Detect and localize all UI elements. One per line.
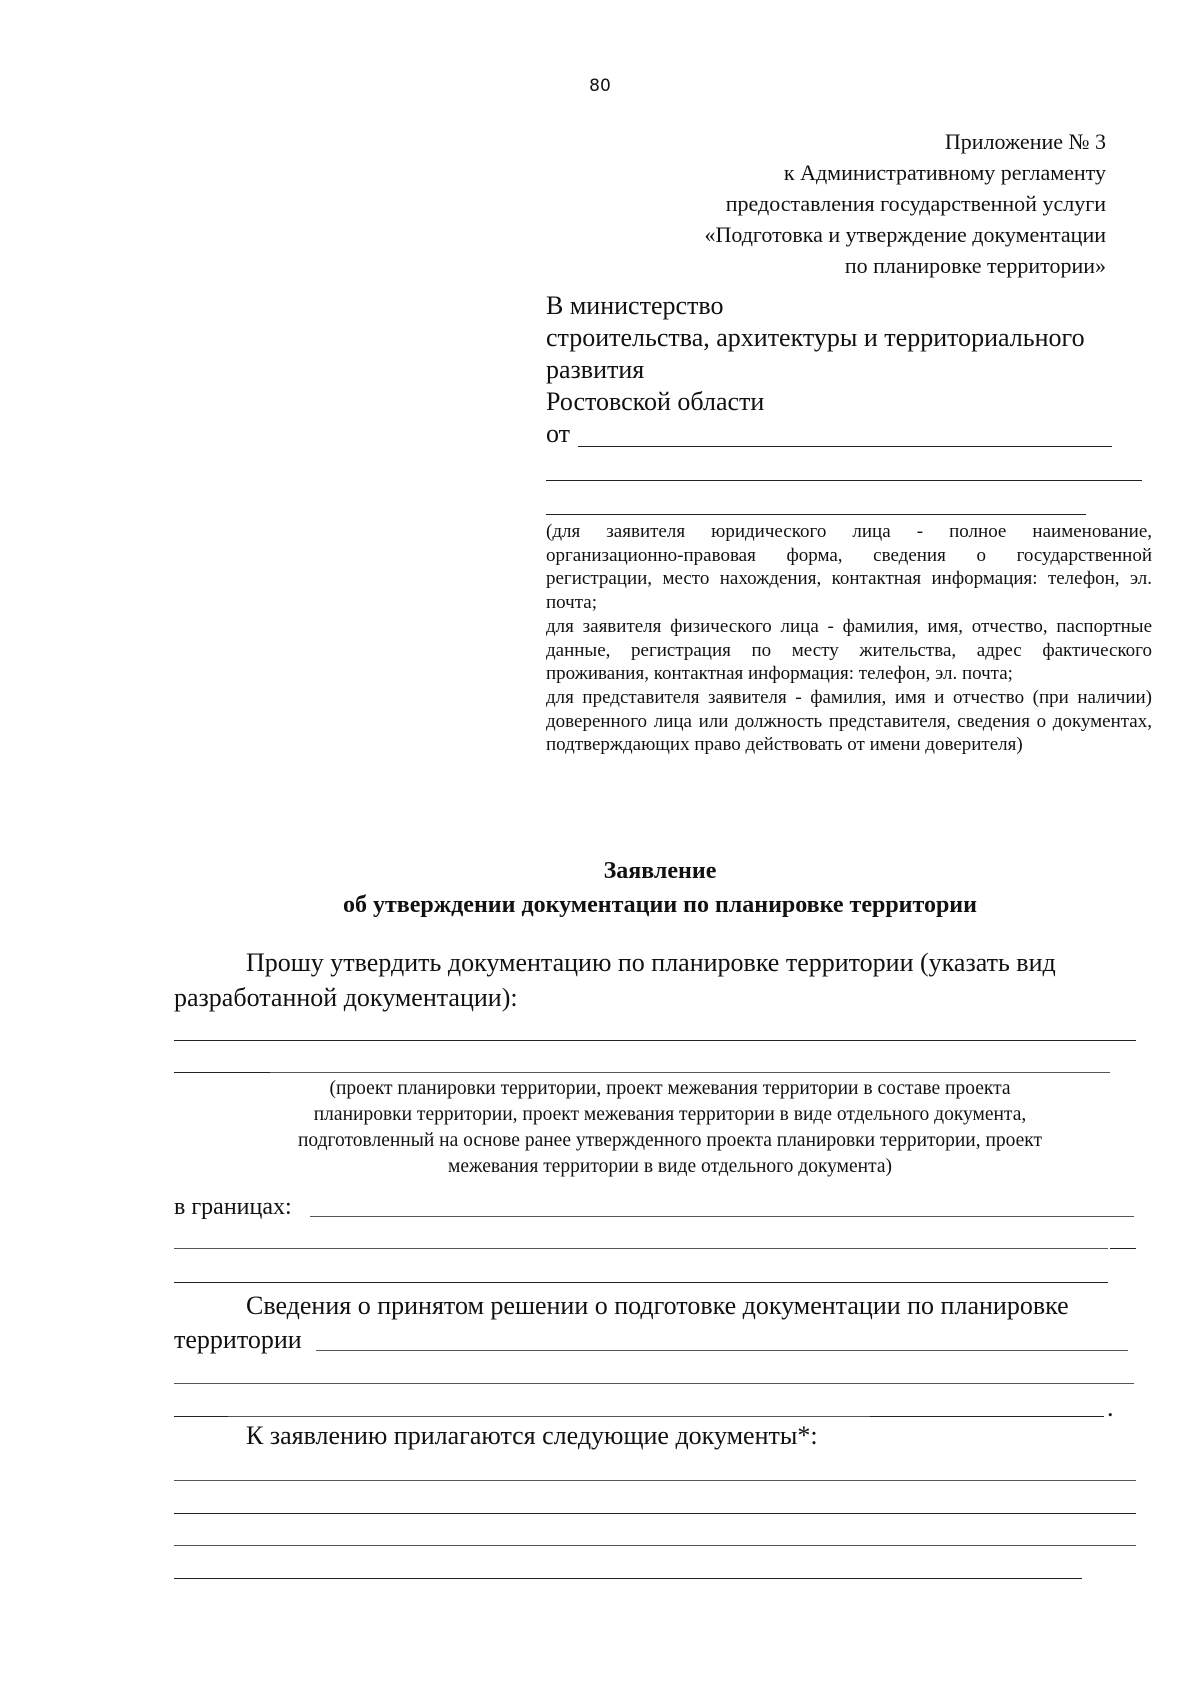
page-number: 80 xyxy=(589,76,611,96)
appendix-line-1: Приложение № 3 xyxy=(944,129,1106,154)
appendix-line-4: «Подготовка и утверждение документации xyxy=(704,222,1106,247)
decision-field-line-3-start xyxy=(174,1416,228,1417)
doc-type-hint xyxy=(170,1076,1170,1180)
addressee-line-1: В министерство xyxy=(546,291,724,320)
legal-entity-instructions: (для заявителя юридического лица - полное наименование, организационно-правовая форма, сведения о государственной регистрации, место нахождения, контактная информация: телефон, эл. почта; xyxy=(546,521,1152,614)
from-label: от xyxy=(546,419,571,448)
document-title: Заявление xyxy=(603,858,717,884)
addressee-line-2: строительства, архитектуры и территориального xyxy=(546,323,1085,352)
addressee-block xyxy=(546,290,1146,450)
boundaries-label: в границах: xyxy=(174,1194,292,1220)
attachments-line-1[interactable] xyxy=(174,1480,1136,1481)
appendix-line-3: предоставления государственной услуги xyxy=(725,191,1106,216)
representative-instructions: для представителя заявителя - фамилия, имя и отчество (при наличии) доверенного лица или должность представителя, сведения о документах, подтверждающих право действовать от имени доверителя) xyxy=(546,686,1152,756)
boundaries-field-line-2-end xyxy=(1110,1248,1136,1249)
addressee-line-4: Ростовской области xyxy=(546,387,765,416)
request-line-2: разработанной документации): xyxy=(174,983,518,1012)
request-line-1: Прошу утвердить документацию по планировке территории (указать вид xyxy=(246,948,1056,977)
doc-type-field-line-2-extension xyxy=(270,1072,1110,1073)
doc-type-field-line-1[interactable] xyxy=(174,1040,1136,1041)
decision-field-line-3-end xyxy=(870,1416,1104,1417)
decision-field-line-2[interactable] xyxy=(174,1383,1134,1384)
boundaries-field-line-2[interactable] xyxy=(174,1248,1108,1249)
applicant-field-line-3[interactable] xyxy=(546,514,1086,515)
boundaries-field-line-3[interactable] xyxy=(174,1282,1108,1283)
decision-line-1: Сведения о принятом решении о подготовке документации по планировке xyxy=(246,1291,1069,1320)
doc-type-hint-line-4: межевания территории в виде отдельного документа) xyxy=(448,1156,892,1177)
document-subtitle: об утверждении документации по планировке территории xyxy=(343,892,977,918)
attachments-line-3[interactable] xyxy=(174,1545,1136,1546)
attachments-label: К заявлению прилагаются следующие документы*: xyxy=(246,1421,818,1450)
attachments-line-2[interactable] xyxy=(174,1513,1136,1514)
doc-type-hint-line-1: (проект планировки территории, проект межевания территории в составе проекта xyxy=(329,1078,1011,1099)
doc-type-field-line-2[interactable] xyxy=(174,1072,270,1073)
attachments-line-4[interactable] xyxy=(174,1578,1082,1579)
decision-line-2: территории xyxy=(174,1325,302,1354)
decision-field-line-1[interactable] xyxy=(316,1350,1128,1351)
appendix-line-2: к Административному регламенту xyxy=(783,160,1106,185)
boundaries-field-line-1[interactable] xyxy=(310,1216,1134,1217)
applicant-instructions xyxy=(546,520,1152,757)
decision-field-line-3[interactable] xyxy=(228,1416,870,1417)
addressee-line-3: развития xyxy=(546,355,645,384)
doc-type-hint-line-3: подготовленный на основе ранее утвержденного проекта планировки территории, проект xyxy=(297,1130,1043,1151)
applicant-field-line-1[interactable] xyxy=(578,446,1112,447)
appendix-header xyxy=(506,126,1106,281)
individual-instructions: для заявителя физического лица - фамилия, имя, отчество, паспортные данные, регистрация по месту жительства, адрес фактического проживания, контактная информация: телефон, эл. почта; xyxy=(546,615,1152,685)
doc-type-hint-line-2: планировки территории, проект межевания территории в виде отдельного документа, xyxy=(313,1104,1027,1125)
applicant-field-line-2[interactable] xyxy=(546,480,1142,481)
appendix-line-5: по планировке территории» xyxy=(844,253,1106,278)
decision-end-period: . xyxy=(1107,1393,1114,1422)
